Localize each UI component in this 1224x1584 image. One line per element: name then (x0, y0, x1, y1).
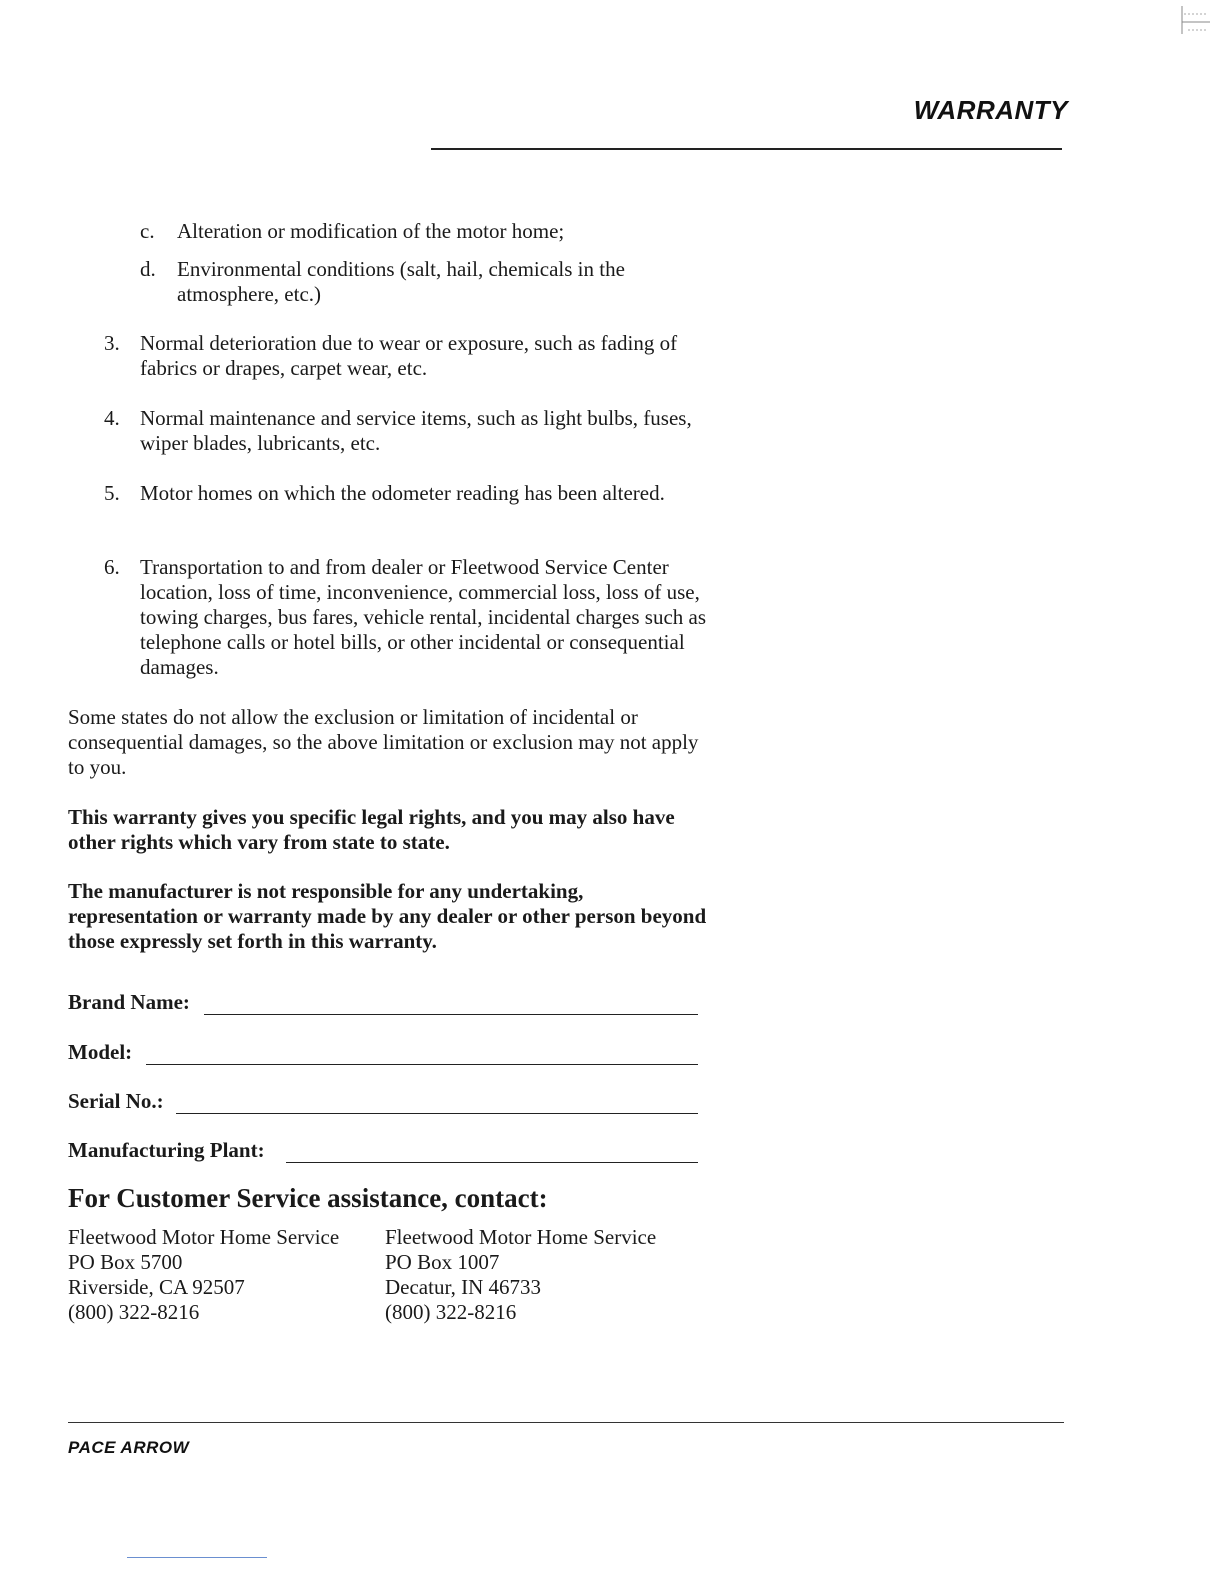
address-city: Riverside, CA 92507 (68, 1275, 245, 1299)
page-title: WARRANTY (913, 95, 1068, 125)
address-phone: (800) 322-8216 (68, 1300, 200, 1324)
customer-service-heading: For Customer Service assistance, contact: (68, 1183, 548, 1213)
address-box: PO Box 5700 (68, 1250, 183, 1274)
model-field[interactable] (68, 1040, 698, 1066)
list-marker: 5. (104, 481, 120, 505)
limitation-paragraph: Some states do not allow the exclusion or limitation of incidental or consequential damages, so the above limitation or exclusion may not apply to you. (68, 705, 699, 779)
brand-name-label: Brand Name: (68, 990, 190, 1014)
list-item-text: Environmental conditions (salt, hail, chemicals in the atmosphere, etc.) (177, 257, 625, 306)
address-box: PO Box 1007 (385, 1250, 500, 1274)
address-city: Decatur, IN 46733 (385, 1275, 542, 1299)
brand-name-field[interactable] (68, 990, 698, 1016)
footer-title: PACE ARROW (68, 1438, 190, 1457)
model-blank[interactable] (146, 1064, 698, 1065)
address-phone: (800) 322-8216 (385, 1300, 517, 1324)
list-item-text: Alteration or modification of the motor home; (177, 219, 565, 243)
corner-crop-mark (1180, 6, 1210, 36)
model-label: Model: (68, 1040, 133, 1064)
list-marker: 6. (104, 555, 120, 579)
manufacturing-plant-blank[interactable] (286, 1162, 698, 1163)
legal-rights-paragraph: This warranty gives you specific legal rights, and you may also have other rights which vary from state to state. (68, 805, 675, 854)
brand-name-blank[interactable] (204, 1014, 698, 1015)
address-name: Fleetwood Motor Home Service (385, 1225, 657, 1249)
manufacturing-plant-field[interactable] (68, 1138, 698, 1164)
serial-no-label: Serial No.: (68, 1089, 164, 1113)
address-name: Fleetwood Motor Home Service (68, 1225, 340, 1249)
serial-no-field[interactable] (68, 1089, 698, 1115)
manufacturing-plant-label: Manufacturing Plant: (68, 1138, 265, 1162)
list-item-text: Normal deterioration due to wear or exposure, such as fading of fabrics or drapes, carpet wear, etc. (140, 331, 678, 380)
address-block-riverside (68, 1225, 339, 1325)
list-item-text: Transportation to and from dealer or Fleetwood Service Center location, loss of time, inconvenience, commercial loss, loss of use, towing charges, bus fares, vehicle rental, incidental charges such as telephone calls or hotel bills, or other incidental or consequential damages. (140, 555, 707, 679)
list-marker: 4. (104, 406, 120, 430)
manufacturer-disclaimer-paragraph: The manufacturer is not responsible for any undertaking, representation or warranty made by any dealer or other person beyond those expressly set forth in this warranty. (68, 879, 707, 953)
address-block-decatur (385, 1225, 656, 1325)
serial-no-blank[interactable] (176, 1113, 698, 1114)
footer-rule (68, 1422, 1064, 1423)
bottom-rule (127, 1557, 267, 1558)
list-marker: d. (140, 257, 156, 281)
list-item-text: Motor homes on which the odometer reading has been altered. (140, 481, 665, 505)
list-item-text: Normal maintenance and service items, such as light bulbs, fuses, wiper blades, lubricants, etc. (140, 406, 692, 455)
header-rule (431, 148, 1062, 150)
list-marker: 3. (104, 331, 120, 355)
list-marker: c. (140, 219, 155, 243)
